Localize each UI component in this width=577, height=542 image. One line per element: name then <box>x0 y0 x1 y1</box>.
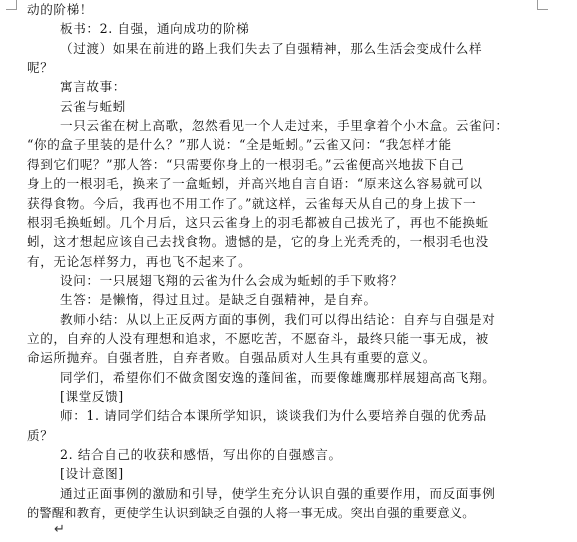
margin-corner-mark-top-left <box>6 0 17 10</box>
text-line: 蚓，这才想起应该自己去找食物。遗憾的是，它的身上光秃秃的，一根羽毛也没 <box>27 234 489 250</box>
text-line: 有，无论怎样努力，再也飞不起来了。 <box>27 253 252 269</box>
text-line: 质？ <box>27 427 54 443</box>
text-line: 命运所抛弃。自强者胜，自弃者败。自强品质对人生具有重要的意义。 <box>27 350 437 366</box>
text-line: 身上的一根羽毛，换来了一盒蚯蚓，并高兴地自言自语：“原来这么容易就可以 <box>27 176 483 192</box>
text-line: 师：1. 请同学们结合本课所学知识，谈谈我们为什么要培养自强的优秀品 <box>60 408 487 424</box>
text-line: （过渡）如果在前进的路上我们失去了自强精神，那么生活会变成什么样 <box>60 40 483 56</box>
section-heading: [课堂反馈] <box>60 389 124 404</box>
text-line: 生答：是懒惰，得过且过。是缺乏自强精神，是自弃。 <box>60 292 377 308</box>
text-line: “你的盒子里装的是什么？”那人说：“全是蚯蚓。”云雀又问：“我怎样才能 <box>27 137 452 153</box>
text-line: 2. 结合自己的收获和感悟，写出你的自强感言。 <box>60 447 342 463</box>
text-line: 同学们，希望你们不做贪图安逸的蓬间雀，而要像雄鹰那样展翅高高飞翔。 <box>60 369 496 385</box>
text-line: 的警醒和教育，更使学生认识到缺乏自强的人将一事无成。突出自强的重要意义。 <box>27 506 475 521</box>
board-heading: 板书：2. 自强，通向成功的阶梯 <box>60 21 250 37</box>
paragraph-mark-icon: ↵ <box>54 522 65 538</box>
text-line: 动的阶梯！ <box>27 2 93 17</box>
text-line: 设问：一只展翅飞翔的云雀为什么会成为蚯蚓的手下败将？ <box>60 272 404 288</box>
section-heading: [设计意图] <box>60 466 124 482</box>
margin-corner-mark-top-right <box>537 0 548 10</box>
section-heading: 寓言故事： <box>60 79 126 95</box>
text-line: 获得食物。今后，我再也不用工作了。”就这样，云雀每天从自己的身上拔下一 <box>27 195 477 211</box>
text-line: 根羽毛换蚯蚓。几个月后，这只云雀身上的羽毛都被自己拔光了，再也不能换蚯 <box>27 214 489 230</box>
text-line: 得到它们呢？”那人答：“只需要你身上的一根羽毛。”云雀便高兴地拔下自己 <box>27 156 465 172</box>
text-line: 立的，自弃的人没有理想和追求，不愿吃苦，不愿奋斗，最终只能一事无成，被 <box>27 330 489 346</box>
text-line: 呢？ <box>27 60 54 76</box>
text-line: 教师小结：从以上正反两方面的事例，我们可以得出结论：自弃与自强是对 <box>60 311 496 327</box>
story-title: 云雀与蚯蚓 <box>60 98 126 114</box>
text-line: 一只云雀在树上高歌，忽然看见一个人走过来，手里拿着个小木盒。云雀问： <box>60 118 509 134</box>
text-line: 通过正面事例的激励和引导，使学生充分认识自强的重要作用，而反面事例 <box>60 485 496 501</box>
